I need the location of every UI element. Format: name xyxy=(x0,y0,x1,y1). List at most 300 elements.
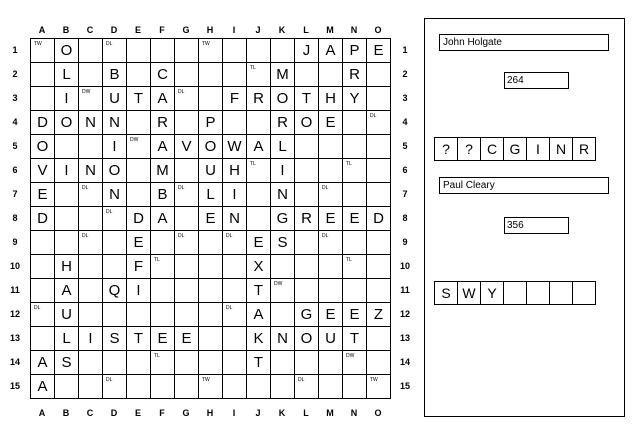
board-cell[interactable] xyxy=(343,375,367,399)
board-cell[interactable] xyxy=(223,39,247,63)
board-cell[interactable] xyxy=(31,183,55,207)
row-label: 5 xyxy=(402,141,408,151)
board-cell[interactable] xyxy=(343,183,367,207)
board-cell[interactable] xyxy=(343,111,367,135)
board-cell[interactable] xyxy=(199,375,223,399)
board-cell[interactable] xyxy=(343,351,367,375)
board-cell[interactable] xyxy=(151,63,175,87)
column-label: K xyxy=(278,408,286,418)
board-cell[interactable] xyxy=(127,207,151,231)
board-cell[interactable] xyxy=(247,279,271,303)
placed-tile: T xyxy=(349,330,360,347)
board-cell[interactable] xyxy=(55,231,79,255)
board-cell[interactable] xyxy=(367,159,391,183)
board-cell[interactable] xyxy=(31,87,55,111)
board-cell[interactable] xyxy=(271,351,295,375)
player2-rack[interactable] xyxy=(434,281,595,305)
row-label: 13 xyxy=(9,333,20,343)
board-cell[interactable] xyxy=(367,63,391,87)
board-cell[interactable] xyxy=(31,231,55,255)
board-cell[interactable] xyxy=(175,303,199,327)
board-cell[interactable] xyxy=(103,111,127,135)
board-cell[interactable] xyxy=(319,279,343,303)
rack-tile[interactable]: R xyxy=(572,137,596,161)
placed-tile: O xyxy=(300,330,313,347)
board-cell[interactable] xyxy=(199,303,223,327)
board-cell[interactable] xyxy=(103,303,127,327)
board-cell[interactable] xyxy=(295,63,319,87)
board-cell[interactable] xyxy=(31,135,55,159)
board-cell[interactable] xyxy=(127,63,151,87)
premium-square-label: DL xyxy=(106,377,113,383)
placed-tile: H xyxy=(229,162,240,179)
board-cell[interactable] xyxy=(127,351,151,375)
placed-tile: A xyxy=(325,42,336,59)
rack-tile[interactable] xyxy=(526,281,550,305)
board-cell[interactable] xyxy=(151,183,175,207)
board-cell[interactable] xyxy=(367,303,391,327)
board-cell[interactable] xyxy=(343,39,367,63)
board-cell[interactable] xyxy=(31,351,55,375)
board-cell[interactable] xyxy=(127,231,151,255)
premium-square-label: DL xyxy=(298,377,305,383)
board-cell[interactable] xyxy=(127,135,151,159)
board-cell[interactable] xyxy=(175,375,199,399)
board-cell[interactable] xyxy=(319,255,343,279)
board-cell[interactable] xyxy=(103,183,127,207)
board-cell[interactable] xyxy=(55,135,79,159)
placed-tile: L xyxy=(206,186,215,203)
board-cell[interactable] xyxy=(319,327,343,351)
board-cell[interactable] xyxy=(199,183,223,207)
board-cell[interactable] xyxy=(55,63,79,87)
premium-square-label: DL xyxy=(106,209,113,215)
placed-tile: X xyxy=(253,258,264,275)
board-cell[interactable] xyxy=(151,255,175,279)
board-cell[interactable] xyxy=(319,351,343,375)
board-cell[interactable] xyxy=(103,231,127,255)
placed-tile: D xyxy=(133,210,144,227)
placed-tile: N xyxy=(85,162,96,179)
board-cell[interactable] xyxy=(367,327,391,351)
column-label: H xyxy=(206,408,214,418)
board-cell[interactable] xyxy=(367,111,391,135)
board-cell[interactable] xyxy=(151,39,175,63)
board-cell[interactable] xyxy=(103,351,127,375)
board-cell[interactable] xyxy=(127,87,151,111)
board-cell[interactable] xyxy=(175,135,199,159)
board-cell[interactable] xyxy=(271,39,295,63)
board-cell[interactable] xyxy=(271,111,295,135)
board-cell[interactable] xyxy=(175,207,199,231)
board-cell[interactable] xyxy=(55,111,79,135)
board-cell[interactable] xyxy=(223,279,247,303)
rack-tile[interactable]: ? xyxy=(434,137,458,161)
board-cell[interactable] xyxy=(367,87,391,111)
board-cell[interactable] xyxy=(55,183,79,207)
board-cell[interactable] xyxy=(343,87,367,111)
board-cell[interactable] xyxy=(319,207,343,231)
board-cell[interactable] xyxy=(175,327,199,351)
board-cell[interactable] xyxy=(79,135,103,159)
board-cell[interactable] xyxy=(343,63,367,87)
board-cell[interactable] xyxy=(295,231,319,255)
board-cell[interactable] xyxy=(79,183,103,207)
board-cell[interactable] xyxy=(247,159,271,183)
board-cell[interactable] xyxy=(295,183,319,207)
board-cell[interactable] xyxy=(31,303,55,327)
placed-tile: O xyxy=(300,114,313,131)
board-cell[interactable] xyxy=(199,87,223,111)
board-cell[interactable] xyxy=(343,327,367,351)
player1-rack[interactable] xyxy=(434,137,595,161)
board-cell[interactable] xyxy=(367,135,391,159)
board-cell[interactable] xyxy=(223,351,247,375)
rack-tile[interactable]: Y xyxy=(480,281,504,305)
board-cell[interactable] xyxy=(319,39,343,63)
board-cell[interactable] xyxy=(103,327,127,351)
placed-tile: E xyxy=(133,234,144,251)
board-cell[interactable] xyxy=(79,375,103,399)
board-cell[interactable] xyxy=(127,327,151,351)
board-cell[interactable] xyxy=(55,87,79,111)
board-cell[interactable] xyxy=(343,135,367,159)
placed-tile: S xyxy=(277,234,288,251)
board-cell[interactable] xyxy=(31,63,55,87)
row-label: 8 xyxy=(12,213,18,223)
board-cell[interactable] xyxy=(175,255,199,279)
board-cell[interactable] xyxy=(31,207,55,231)
board-cell[interactable] xyxy=(103,279,127,303)
premium-square-label: DL xyxy=(34,305,41,311)
board-cell[interactable] xyxy=(31,39,55,63)
board-cell[interactable] xyxy=(271,183,295,207)
board-cell[interactable] xyxy=(223,327,247,351)
board-cell[interactable] xyxy=(367,375,391,399)
board-cell[interactable] xyxy=(31,111,55,135)
placed-tile: R xyxy=(253,90,264,107)
rack-tile[interactable] xyxy=(572,281,596,305)
board-cell[interactable] xyxy=(103,255,127,279)
board-cell[interactable] xyxy=(103,135,127,159)
board-cell[interactable] xyxy=(103,375,127,399)
board-cell[interactable] xyxy=(127,255,151,279)
board-cell[interactable] xyxy=(103,39,127,63)
rack-tile[interactable]: N xyxy=(549,137,573,161)
board-cell[interactable] xyxy=(199,111,223,135)
board-cell[interactable] xyxy=(247,351,271,375)
board-cell[interactable] xyxy=(343,303,367,327)
rack-tile[interactable]: C xyxy=(480,137,504,161)
board-cell[interactable] xyxy=(199,135,223,159)
row-label: 2 xyxy=(402,69,408,79)
board-cell[interactable] xyxy=(295,279,319,303)
board-cell[interactable] xyxy=(223,207,247,231)
column-label: N xyxy=(350,25,358,35)
column-label: N xyxy=(350,408,358,418)
board-cell[interactable] xyxy=(223,183,247,207)
board-cell[interactable] xyxy=(127,39,151,63)
placed-tile: D xyxy=(37,114,48,131)
board-cell[interactable] xyxy=(271,375,295,399)
board-cell[interactable] xyxy=(175,87,199,111)
rack-tile[interactable]: W xyxy=(457,281,481,305)
board-cell[interactable] xyxy=(55,255,79,279)
board-cell[interactable] xyxy=(295,87,319,111)
placed-tile: E xyxy=(325,114,336,131)
board-cell[interactable] xyxy=(247,111,271,135)
board-cell[interactable] xyxy=(319,111,343,135)
board-cell[interactable] xyxy=(223,135,247,159)
board-cell[interactable] xyxy=(127,159,151,183)
board-cell[interactable] xyxy=(271,327,295,351)
board-cell[interactable] xyxy=(175,63,199,87)
board-cell[interactable] xyxy=(199,327,223,351)
board-cell[interactable] xyxy=(103,159,127,183)
board-cell[interactable] xyxy=(127,183,151,207)
placed-tile: V xyxy=(37,162,48,179)
board-cell[interactable] xyxy=(319,303,343,327)
board-cell[interactable] xyxy=(247,303,271,327)
board-cell[interactable] xyxy=(271,135,295,159)
board-cell[interactable] xyxy=(79,159,103,183)
board-cell[interactable] xyxy=(151,111,175,135)
board-cell[interactable] xyxy=(175,159,199,183)
placed-tile: O xyxy=(60,114,73,131)
placed-tile: E xyxy=(181,330,192,347)
board-cell[interactable] xyxy=(151,351,175,375)
board-cell[interactable] xyxy=(199,255,223,279)
board-cell[interactable] xyxy=(247,375,271,399)
board-cell[interactable] xyxy=(199,159,223,183)
board-cell[interactable] xyxy=(31,159,55,183)
board-cell[interactable] xyxy=(247,63,271,87)
board-cell[interactable] xyxy=(127,303,151,327)
board-cell[interactable] xyxy=(367,231,391,255)
board-cell[interactable] xyxy=(295,327,319,351)
board-cell[interactable] xyxy=(199,207,223,231)
board-cell[interactable] xyxy=(343,159,367,183)
row-label: 14 xyxy=(9,357,20,367)
board-cell[interactable] xyxy=(31,375,55,399)
premium-square-label: TL xyxy=(346,257,352,263)
board-cell[interactable] xyxy=(295,351,319,375)
row-label: 3 xyxy=(402,93,408,103)
board-cell[interactable] xyxy=(79,63,103,87)
board-cell[interactable] xyxy=(79,279,103,303)
board-cell[interactable] xyxy=(175,39,199,63)
board-cell[interactable] xyxy=(79,87,103,111)
board-cell[interactable] xyxy=(127,375,151,399)
board-cell[interactable] xyxy=(247,87,271,111)
rack-tile[interactable] xyxy=(549,281,573,305)
premium-square-label: DL xyxy=(178,185,185,191)
rack-tile[interactable]: I xyxy=(526,137,550,161)
board-cell[interactable] xyxy=(295,111,319,135)
column-label: O xyxy=(374,25,382,35)
board-cell[interactable] xyxy=(295,255,319,279)
board-cell[interactable] xyxy=(199,279,223,303)
row-label: 7 xyxy=(402,189,408,199)
row-label: 3 xyxy=(12,93,18,103)
board-cell[interactable] xyxy=(319,183,343,207)
board-cell[interactable] xyxy=(271,279,295,303)
row-label: 9 xyxy=(12,237,18,247)
board-cell[interactable] xyxy=(175,183,199,207)
board-cell[interactable] xyxy=(247,255,271,279)
board-cell[interactable] xyxy=(127,279,151,303)
board-cell[interactable] xyxy=(367,183,391,207)
board-cell[interactable] xyxy=(151,327,175,351)
board-cell[interactable] xyxy=(223,159,247,183)
column-label: B xyxy=(62,25,70,35)
board-cell[interactable] xyxy=(223,63,247,87)
player2-score: 356 xyxy=(504,217,569,234)
board-cell[interactable] xyxy=(199,63,223,87)
board-cell[interactable] xyxy=(31,255,55,279)
board-cell[interactable] xyxy=(199,39,223,63)
board-cell[interactable] xyxy=(79,231,103,255)
board-cell[interactable] xyxy=(151,279,175,303)
board-cell[interactable] xyxy=(55,303,79,327)
row-label: 12 xyxy=(399,309,410,319)
placed-tile: E xyxy=(205,210,216,227)
premium-square-label: DW xyxy=(130,137,139,143)
board-cell[interactable] xyxy=(343,279,367,303)
board-cell[interactable] xyxy=(271,231,295,255)
board-cell[interactable] xyxy=(79,255,103,279)
board-cell[interactable] xyxy=(175,231,199,255)
board-cell[interactable] xyxy=(79,351,103,375)
board-cell[interactable] xyxy=(271,303,295,327)
board-cell[interactable] xyxy=(367,255,391,279)
board-cell[interactable] xyxy=(319,87,343,111)
board-cell[interactable] xyxy=(103,207,127,231)
column-label: F xyxy=(159,25,165,35)
board-cell[interactable] xyxy=(79,39,103,63)
board-cell[interactable] xyxy=(223,303,247,327)
board-cell[interactable] xyxy=(79,303,103,327)
board-cell[interactable] xyxy=(55,327,79,351)
board-cell[interactable] xyxy=(271,87,295,111)
board-cell[interactable] xyxy=(295,375,319,399)
board-cell[interactable] xyxy=(343,231,367,255)
board-cell[interactable] xyxy=(223,111,247,135)
placed-tile: I xyxy=(112,138,117,155)
board-cell[interactable] xyxy=(103,63,127,87)
column-label: J xyxy=(255,408,261,418)
placed-tile: I xyxy=(88,330,93,347)
board-cell[interactable] xyxy=(343,255,367,279)
board-cell[interactable] xyxy=(55,375,79,399)
board-cell[interactable] xyxy=(127,111,151,135)
board-cell[interactable] xyxy=(295,159,319,183)
board-cell[interactable] xyxy=(247,183,271,207)
placed-tile: T xyxy=(253,354,264,371)
board-cell[interactable] xyxy=(79,327,103,351)
board-cell[interactable] xyxy=(55,351,79,375)
board-cell[interactable] xyxy=(223,255,247,279)
board-cell[interactable] xyxy=(175,111,199,135)
board-cell[interactable] xyxy=(79,111,103,135)
board-cell[interactable] xyxy=(223,87,247,111)
board-cell[interactable] xyxy=(175,351,199,375)
board-cell[interactable] xyxy=(55,39,79,63)
board-cell[interactable] xyxy=(343,207,367,231)
board-cell[interactable] xyxy=(247,231,271,255)
premium-square-label: DL xyxy=(370,113,377,119)
game-board[interactable] xyxy=(30,38,391,399)
placed-tile: G xyxy=(276,210,289,227)
board-cell[interactable] xyxy=(319,135,343,159)
placed-tile: N xyxy=(277,186,288,203)
board-cell[interactable] xyxy=(271,159,295,183)
board-cell[interactable] xyxy=(151,303,175,327)
rack-tile[interactable] xyxy=(503,281,527,305)
placed-tile: E xyxy=(349,210,360,227)
board-cell[interactable] xyxy=(295,207,319,231)
board-cell[interactable] xyxy=(367,207,391,231)
board-cell[interactable] xyxy=(271,255,295,279)
board-cell[interactable] xyxy=(247,135,271,159)
board-cell[interactable] xyxy=(367,351,391,375)
board-cell[interactable] xyxy=(199,351,223,375)
rack-tile[interactable]: ? xyxy=(457,137,481,161)
board-cell[interactable] xyxy=(271,63,295,87)
placed-tile: A xyxy=(157,90,168,107)
board-cell[interactable] xyxy=(79,207,103,231)
board-cell[interactable] xyxy=(55,279,79,303)
board-cell[interactable] xyxy=(175,279,199,303)
player1-score: 264 xyxy=(504,72,569,89)
board-cell[interactable] xyxy=(55,207,79,231)
board-cell[interactable] xyxy=(151,135,175,159)
rack-tile[interactable]: G xyxy=(503,137,527,161)
board-cell[interactable] xyxy=(55,159,79,183)
board-cell[interactable] xyxy=(151,207,175,231)
board-cell[interactable] xyxy=(319,159,343,183)
placed-tile: I xyxy=(280,162,285,179)
board-cell[interactable] xyxy=(295,39,319,63)
board-cell[interactable] xyxy=(247,327,271,351)
board-cell[interactable] xyxy=(103,87,127,111)
premium-square-label: DL xyxy=(322,233,329,239)
board-cell[interactable] xyxy=(319,231,343,255)
board-cell[interactable] xyxy=(223,375,247,399)
board-cell[interactable] xyxy=(295,303,319,327)
board-cell[interactable] xyxy=(319,63,343,87)
premium-square-label: TL xyxy=(250,161,256,167)
placed-tile: E xyxy=(325,210,336,227)
board-cell[interactable] xyxy=(151,231,175,255)
rack-tile[interactable]: S xyxy=(434,281,458,305)
board-cell[interactable] xyxy=(151,375,175,399)
board-cell[interactable] xyxy=(271,207,295,231)
board-cell[interactable] xyxy=(247,207,271,231)
premium-square-label: TW xyxy=(34,41,42,47)
board-cell[interactable] xyxy=(319,375,343,399)
board-cell[interactable] xyxy=(151,87,175,111)
board-cell[interactable] xyxy=(31,279,55,303)
board-cell[interactable] xyxy=(151,159,175,183)
board-cell[interactable] xyxy=(295,135,319,159)
board-cell[interactable] xyxy=(367,39,391,63)
board-cell[interactable] xyxy=(367,279,391,303)
board-cell[interactable] xyxy=(223,231,247,255)
board-cell[interactable] xyxy=(31,327,55,351)
board-cell[interactable] xyxy=(199,231,223,255)
board-cell[interactable] xyxy=(247,39,271,63)
